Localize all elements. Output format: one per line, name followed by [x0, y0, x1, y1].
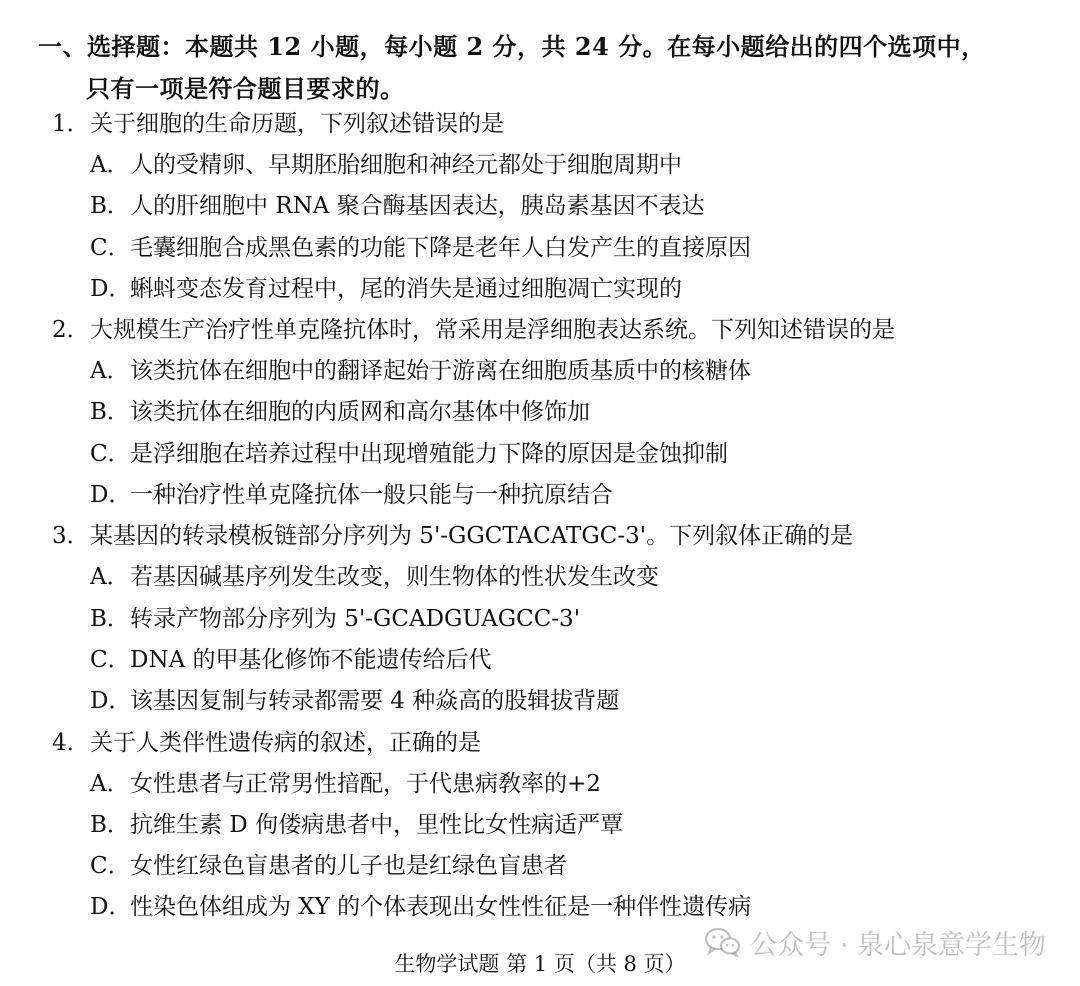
- option-letter: A．: [90, 152, 130, 178]
- option-letter: D．: [90, 482, 132, 509]
- option-c: [0, 846, 1080, 887]
- option-text: 该类抗体在细胞的内质网和高尔基体中修饰加: [130, 399, 590, 426]
- option-d: [0, 475, 1080, 516]
- option-letter: B．: [90, 399, 130, 426]
- option-letter: D．: [90, 688, 132, 715]
- option-b: [0, 805, 1080, 846]
- option-text: 抗维生素 D 佝偻病患者中，里性比女性病适严覃: [130, 811, 624, 838]
- question-list: [0, 104, 1080, 929]
- section-heading-line-2: 只有一项是符合题目要求的。: [86, 74, 405, 103]
- question-number: 3．: [52, 523, 90, 550]
- option-b: [0, 599, 1080, 640]
- question-stem: [0, 516, 1080, 557]
- option-text: 女性患者与正常男性揞配，于代患病敎率的+2: [130, 770, 601, 797]
- watermark-text: 公众号 · 泉心泉意学生物: [750, 929, 1046, 961]
- section-heading: [38, 26, 1058, 110]
- option-text: 蝌蚪变态发育过程中，尾的消失是通过细胞凋亡实现的: [130, 275, 682, 302]
- question-stem: [0, 723, 1080, 764]
- option-letter: C．: [90, 853, 131, 880]
- option-text: 转录产物部分序列为 5'-GCADGUAGCC-3': [130, 605, 581, 632]
- page-footer: 生物学试题 第 1 页（共 8 页）: [394, 952, 686, 976]
- question-text: 某基因的转录模板链部分序列为 5'-GGCTACATGC-3'。下列叙体正确的是: [90, 523, 854, 550]
- question-stem: [0, 104, 1080, 145]
- option-letter: B．: [90, 605, 130, 632]
- option-letter: D．: [90, 275, 132, 302]
- question-text: 关于细胞的生命历题，下列叙述错误的是: [90, 111, 504, 137]
- option-a: [0, 145, 1080, 186]
- question-text: 关于人类伴性遗传病的叙述，正确的是: [90, 729, 481, 756]
- question-number: 1．: [52, 111, 90, 137]
- option-letter: A．: [90, 564, 130, 591]
- question-3: [0, 516, 1080, 722]
- option-letter: A．: [90, 770, 130, 797]
- question-number: 2．: [52, 317, 90, 344]
- option-letter: C．: [90, 234, 131, 261]
- option-text: 是浮细胞在培养过程中出现增殖能力下降的原因是金蚀抑制: [130, 440, 728, 467]
- question-2: [0, 310, 1080, 516]
- option-c: [0, 228, 1080, 269]
- question-1: [0, 104, 1080, 310]
- option-letter: C．: [90, 440, 131, 467]
- option-letter: B．: [90, 193, 130, 220]
- option-b: [0, 392, 1080, 433]
- option-b: [0, 186, 1080, 227]
- option-text: 人的肝细胞中 RNA 聚合酶基因表达，胰岛素基因不表达: [130, 193, 705, 220]
- option-letter: D．: [90, 894, 132, 921]
- option-text: 若基因碱基序列发生改变，则生物体的性状发生改变: [130, 564, 659, 591]
- option-letter: B．: [90, 811, 130, 838]
- option-text: 该基因复制与转录都需要 4 种焱高的股辑拔背题: [130, 688, 620, 715]
- option-text: 一种治疗性单克隆抗体一般只能与一种抗原结合: [130, 482, 613, 509]
- option-d: [0, 681, 1080, 722]
- option-text: 人的受精卵、早期胚胎细胞和神经元都处于细胞周期中: [130, 152, 682, 178]
- option-c: [0, 640, 1080, 681]
- question-number: 4．: [52, 729, 90, 756]
- option-c: [0, 434, 1080, 475]
- option-text: 性染色体组成为 XY 的个体表现出女性性征是一种伴性遗传病: [130, 894, 752, 921]
- option-text: DNA 的甲基化修饰不能遗传给后代: [130, 646, 492, 673]
- option-a: [0, 764, 1080, 805]
- option-letter: C．: [90, 646, 131, 673]
- option-d: [0, 269, 1080, 310]
- option-letter: A．: [90, 358, 130, 385]
- question-4: [0, 723, 1080, 929]
- question-text: 大规模生产治疗性单克隆抗体时，常采用是浮细胞表达系统。下列知述错误的是: [90, 317, 895, 344]
- option-text: 毛囊细胞合成黑色素的功能下降是老年人白发产生的直接原因: [130, 234, 751, 261]
- section-heading-line-1: 一、选择题：本题共 12 小题，每小题 2 分，共 24 分。在每小题给出的四个选项中，: [38, 32, 986, 61]
- option-a: [0, 557, 1080, 598]
- question-stem: [0, 310, 1080, 351]
- option-text: 女性红绿色盲患者的儿子也是红绿色盲患者: [130, 853, 567, 880]
- option-a: [0, 351, 1080, 392]
- option-text: 该类抗体在细胞中的翻译起始于游离在细胞质基质中的核糖体: [130, 358, 751, 385]
